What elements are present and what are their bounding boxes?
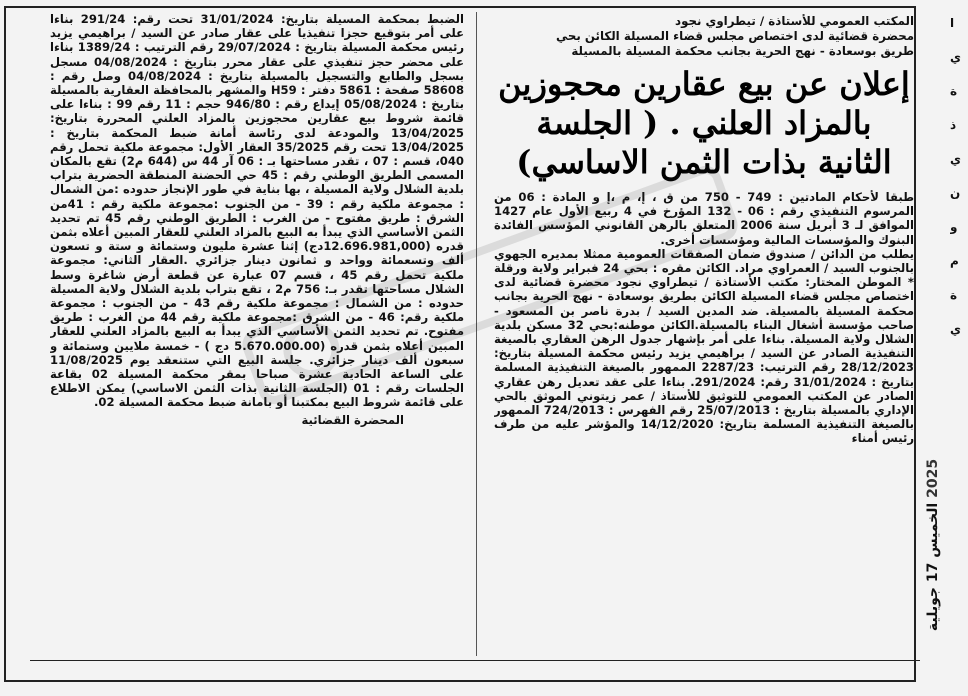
edge-fragment: ي xyxy=(950,322,961,336)
notice-header xyxy=(494,14,914,59)
left-paragraph: الضبط بمحكمة المسيلة بتاريخ: 31/01/2024 تحت رقم: 291/24 بناءا على أمر بتوقيع حجزا تنفيذيا على عقار صادر عن السيد / براهيمي يزيد رئيس محكمة المسيلة بتاريخ : 29/07/2024 رقم الترتيب : 1389/24 بناءا على محضر حجز تنفيذي على عقار محرر بتاريخ : 04/08/2024 مسجل بسجل والطابع والتسجيل بالمسيلة بتاريخ : 04/08/2024 وصل رقم : 58608 صفحة : 5861 دفتر : H59 والمشهر بالمحافظة العقارية بالمسيلة بتاريخ : 05/08/2024 إيداع رقم : 946/80 حجم : 11 رقم 99 : بناءا على قائمة شروط بيع عقارين محجوزين بالمزاد العلني المحررة بتاريخ: 13/04/2025 والمودعة لدى رئاسة أمانة ضبط المحكمة بتاريخ : 13/04/2025 تحت رقم 35/2025 العقار الأول: مجموعة ملكية تحمل رقم 040، قسم : 07 ، تقدر مساحتها بـ : 06 آر 44 س (644 م2) تقع بالمكان المسمى الطريق الوطني رقم : 45 حي الحضنة المنطقة الحضرية بتراب بلدية الشلال ولاية المسيلة ، بها بناية في طور الإنجاز حدوده :من الشمال : مجموعة ملكية رقم : 39 - من الجنوب :مجموعة ملكية رقم : 41من الشرق : طريق مفتوح - من الغرب : الطريق الوطني رقم 45 تم تحديد الثمن الأساسي الذي يبدأ به البيع بالمزاد العلني للعقار المبين أعلاه بثمن قدره (12.696.981,000دج) إثنا عشرة مليون وستمائة و ستة و تسعون ألف وتسعمائة وواحد و ثمانون دينار جزائري .العقار الثاني: مجموعة ملكية تحمل رقم 45 ، قسم 07 عبارة عن قطعة أرض شاغرة وسط الشلال مساحتها تقدر بـ: 756 م2 ، تقع بتراب بلدية الشلال ولاية المسيلة حدوده : من الشمال : مجموعة ملكية رقم 43 - من الجنوب : مجموعة ملكية رقم: 46 - من الشرق :مجموعة ملكية رقم 44 من الغرب : طريق مفتوح. تم تحديد الثمن الأساسي الذي يبدأ به البيع بالمزاد العلني للعقار المبين أعلاه بثمن قدره (5.670.000.00 دج ) - خمسة ملايين وستمائة و سبعون ألف دينار جزائري. جلسة البيع التي ستنعقد يوم 11/08/2025 على الساعة الحادية عشرة صباحا بمقر محكمة المسيلة 02 بقاعة الجلسات رقم : 01 (الجلسة الثانية بذات الثمن الاساسي) يمكن الاطلاع على قائمة شروط البيع بمكتبنا أو بامانة ضبط محكمة المسيلة 02. xyxy=(50,12,464,410)
edge-fragment: ة xyxy=(950,84,958,98)
bottom-rule xyxy=(30,660,920,661)
header-line-2: محضرة قضائية لدى اختصاص مجلس قضاء المسيلة الكائن بحي xyxy=(555,29,914,43)
edge-fragment: و xyxy=(950,220,958,234)
edge-fragment: م xyxy=(950,254,959,268)
signature: المحضرة القضائية xyxy=(301,412,404,427)
date-strip-text xyxy=(925,459,941,631)
right-paragraph-2: يطلب من الدائن / صندوق ضمان الصفقات العمومية ممثلا بمديره الجهوي بالجنوب السيد / العمراوي مراد. الكائن مقره : بحي 24 فبراير ولاية ورقلة * الموطن المختار: مكتب الأستاذة / تيطراوي نجود محضرة قضائية لدى اختصاص مجلس قضاء المسيلة الكائن بطريق بوسعادة - نهج الحرية بجانب محكمة المسيلة بالمسيلة. ضد المدين السيد / بدرة ناصر بن المسعود - صاحب مؤسسة أشغال البناء بالمسيلة.الكائن موطنه:بحي 32 مسكن بلدية الشلال ولاية المسيلة. بناءا على أمر بإشهار جدول الرهن العقاري بالصيغة التنفيذية الصادر عن السيد / براهيمي يزيد رئيس محكمة المسيلة بتاريخ: 28/12/2023 رقم الترتيب: 2287/23 الممهور بالصيغة التنفيذية المسلمة بتاريخ : 31/01/2024 رقم: 291/2024. بناءا على عقد تعديل رهن عقاري الصادر عن المكتب العمومي للتوثيق للأستاذ / عمر زيتوني الموثق بالحي الإداري بالمسيلة بتاريخ : 25/07/2013 رقم الفهرس : 724/2013 الممهور بالصيغة التنفيذية المسلمة بتاريخ: 14/12/2020 والمؤشر عليه من طرف رئيس أمناء xyxy=(494,246,914,446)
date-year: 2025 xyxy=(925,458,941,498)
header-line-3: طريق بوسعادة - نهج الحرية بجانب محكمة المسيلة بالمسيلة xyxy=(571,44,914,58)
notice-left-column xyxy=(50,12,464,652)
edge-fragment: ي xyxy=(950,50,961,64)
notice-right-column xyxy=(494,14,914,654)
column-divider xyxy=(476,12,477,656)
edge-fragment: ا xyxy=(950,16,955,30)
right-paragraph-1: طبقا لأحكام المادتين : 749 - 750 من ق ، إ، م ،إ و المادة : 06 من المرسوم التنفيذي رقم : 06 - 132 المؤرخ في 4 ربيع الأول عام 1427 الموافق لـ 3 أبريل سنة 2006 المتعلق بالرهن القانوني المؤسس الفائدة البنوك والمؤسسات المالية ومؤسسات أخرى. xyxy=(494,190,914,247)
header-line-1: المكتب العمومي للأستاذة / تيطراوي نجود xyxy=(675,14,914,28)
edge-fragment: ذ xyxy=(950,118,957,132)
edge-fragment: ة xyxy=(950,288,958,302)
date-strip xyxy=(924,400,942,690)
edge-fragment: ي xyxy=(950,152,961,166)
notice-title: إعلان عن بيع عقارين محجوزين بالمزاد العلني . ( الجلسة الثانية بذات الثمن الاساسي) xyxy=(498,65,910,181)
date-day: الخميس 17 جويلية xyxy=(925,502,941,632)
edge-fragment: ن xyxy=(950,186,961,200)
adjacent-column-fragment xyxy=(950,14,968,684)
